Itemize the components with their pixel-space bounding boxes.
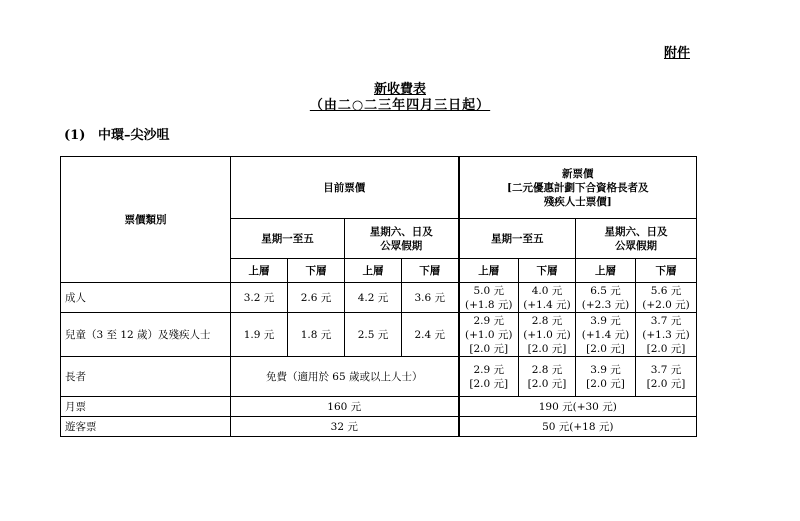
page-title: 新收費表 — [373, 82, 426, 97]
section-number: (1) — [64, 128, 86, 143]
row-label: 成人 — [61, 283, 231, 313]
fare-cell: 3.7 元 [2.0 元] — [636, 357, 697, 397]
fare-cell: 50 元(+18 元) — [459, 417, 697, 437]
fare-cell: 1.9 元 — [231, 313, 288, 357]
route-name: 中環–尖沙咀 — [98, 128, 170, 143]
current-weekday-header: 星期一至五 — [231, 219, 345, 259]
fare-table — [60, 156, 697, 437]
section-heading — [64, 124, 170, 143]
fare-cell: 3.7 元 (+1.3 元) [2.0 元] — [636, 313, 697, 357]
fare-cell: 5.6 元 (+2.0 元) — [636, 283, 697, 313]
row-label: 兒童（3 至 12 歲）及殘疾人士 — [61, 313, 231, 357]
table-row — [61, 283, 697, 313]
fare-cell: 190 元(+30 元) — [459, 397, 697, 417]
fare-cell: 4.2 元 — [345, 283, 402, 313]
new-fare-header: 新票價 [二元優惠計劃下合資格長者及 殘疾人士票價] — [459, 157, 697, 219]
table-row — [61, 397, 697, 417]
row-label: 月票 — [61, 397, 231, 417]
current-fare-header: 目前票價 — [231, 157, 459, 219]
fare-cell: 2.9 元 [2.0 元] — [459, 357, 519, 397]
fare-cell: 3.9 元 (+1.4 元) [2.0 元] — [576, 313, 636, 357]
table-row — [61, 313, 697, 357]
deck-lower-header: 下層 — [636, 259, 697, 283]
new-weekday-header: 星期一至五 — [459, 219, 576, 259]
new-weekend-header: 星期六、日及 公眾假期 — [576, 219, 697, 259]
current-weekend-header: 星期六、日及 公眾假期 — [345, 219, 459, 259]
fare-cell: 32 元 — [231, 417, 459, 437]
fare-cell: 1.8 元 — [288, 313, 345, 357]
deck-upper-header: 上層 — [576, 259, 636, 283]
fare-category-header: 票價類別 — [61, 157, 231, 283]
fare-cell: 免費（適用於 65 歲或以上人士） — [231, 357, 459, 397]
fare-cell: 2.6 元 — [288, 283, 345, 313]
page-subtitle: （由二○二三年四月三日起） — [309, 98, 491, 113]
deck-lower-header: 下層 — [402, 259, 459, 283]
deck-upper-header: 上層 — [231, 259, 288, 283]
row-label: 長者 — [61, 357, 231, 397]
fare-cell: 3.6 元 — [402, 283, 459, 313]
fare-cell: 4.0 元 (+1.4 元) — [519, 283, 576, 313]
fare-cell: 6.5 元 (+2.3 元) — [576, 283, 636, 313]
fare-cell: 2.8 元 (+1.0 元) [2.0 元] — [519, 313, 576, 357]
fare-cell: 2.5 元 — [345, 313, 402, 357]
deck-lower-header: 下層 — [519, 259, 576, 283]
fare-cell: 2.8 元 [2.0 元] — [519, 357, 576, 397]
fare-cell: 160 元 — [231, 397, 459, 417]
deck-lower-header: 下層 — [288, 259, 345, 283]
fare-cell: 3.2 元 — [231, 283, 288, 313]
row-label: 遊客票 — [61, 417, 231, 437]
annex-label: 附件 — [663, 46, 690, 61]
fare-cell: 2.4 元 — [402, 313, 459, 357]
fare-cell: 5.0 元 (+1.8 元) — [459, 283, 519, 313]
deck-upper-header: 上層 — [345, 259, 402, 283]
table-row — [61, 417, 697, 437]
fare-cell: 2.9 元 (+1.0 元) [2.0 元] — [459, 313, 519, 357]
deck-upper-header: 上層 — [459, 259, 519, 283]
table-row — [61, 357, 697, 397]
fare-cell: 3.9 元 [2.0 元] — [576, 357, 636, 397]
